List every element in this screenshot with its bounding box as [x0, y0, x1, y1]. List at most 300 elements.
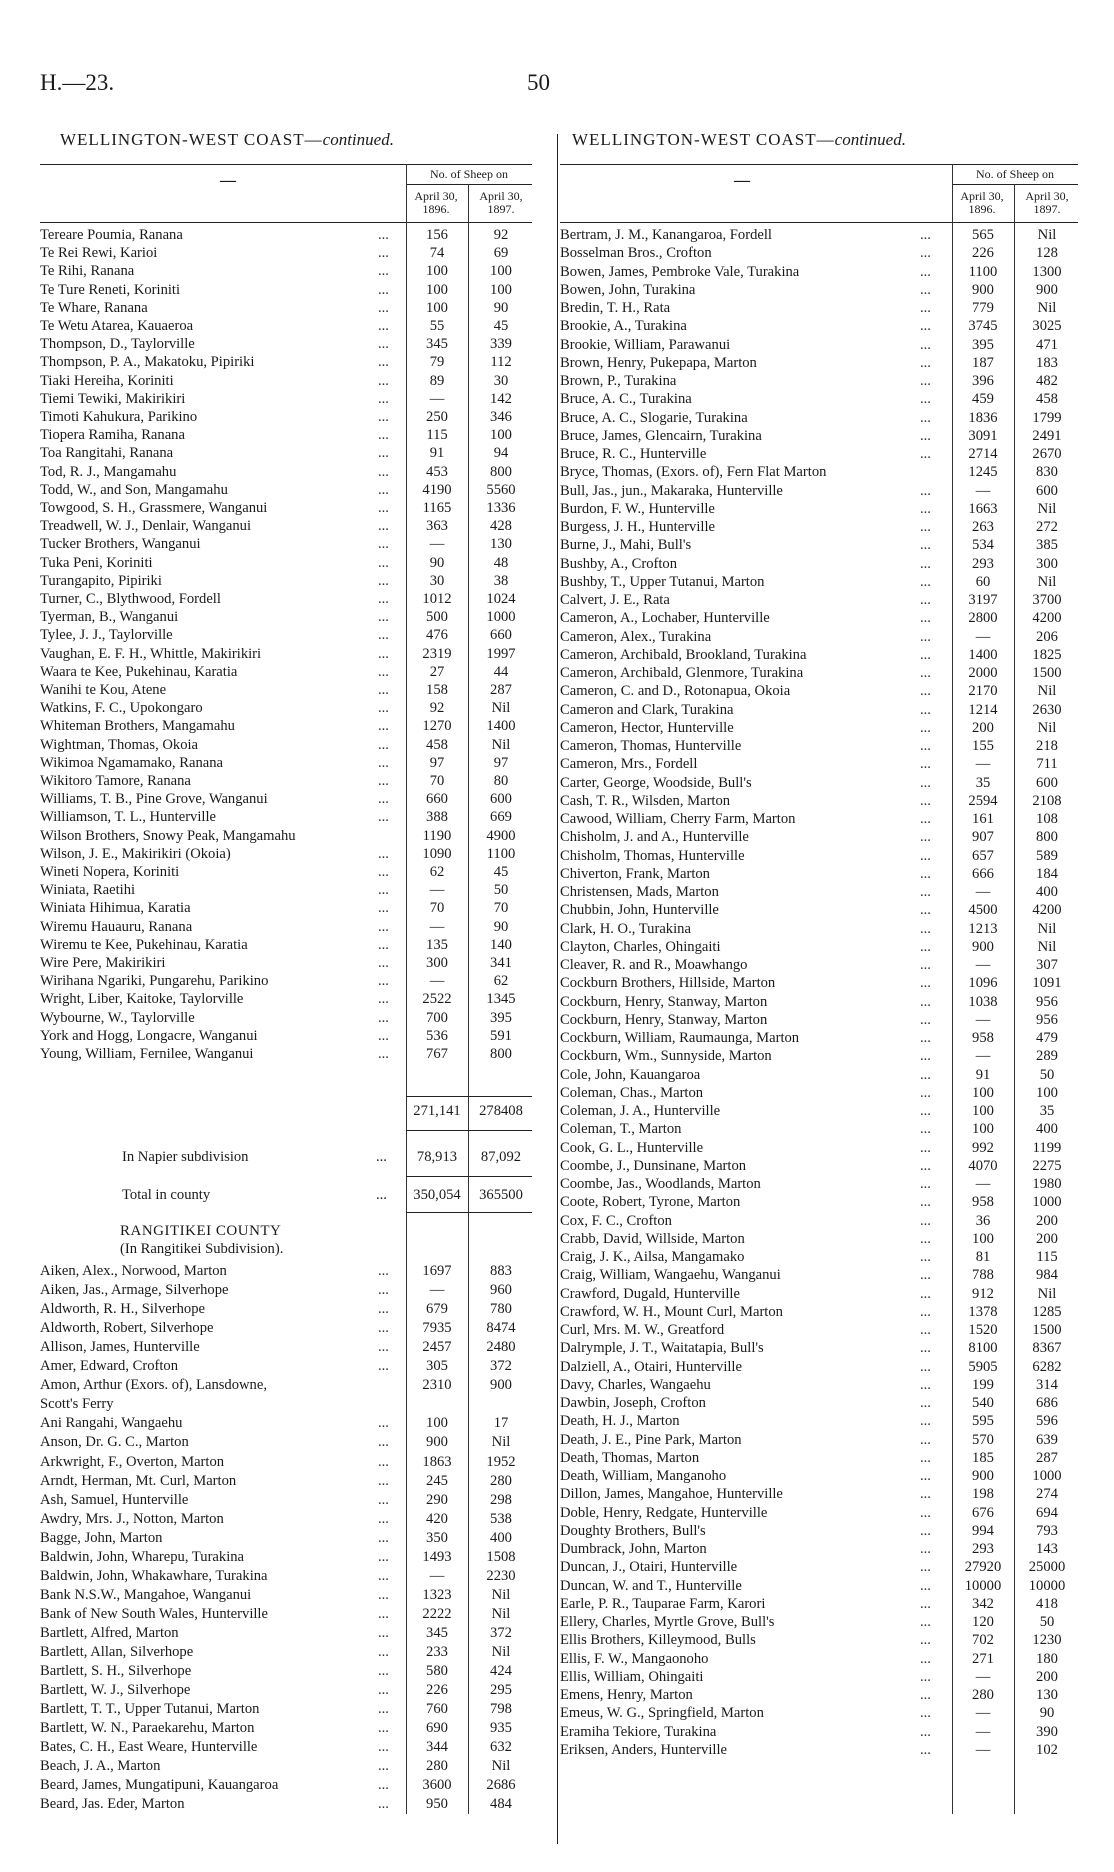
sheep-1897: 45	[493, 864, 509, 880]
leader-dots: ...	[378, 791, 389, 808]
table-row	[40, 1510, 534, 1528]
table-row	[40, 353, 534, 371]
leader-dots: ...	[378, 372, 389, 389]
sheep-1897: 1230	[1032, 1632, 1062, 1649]
leader-dots: ...	[378, 955, 389, 971]
owner-name: Treadwell, W. J., Denlair, Wanganui	[40, 518, 252, 535]
county-total-1897: 365500	[479, 1187, 523, 1203]
leader-dots: ...	[920, 1358, 931, 1375]
sheep-1896: 676	[972, 1504, 994, 1521]
leader-dots: ...	[920, 646, 931, 663]
owner-name: Wiremu te Kee, Pukehinau, Karatia	[40, 936, 248, 953]
sheep-1896: 62	[429, 864, 445, 880]
sheep-1896: 1836	[968, 409, 998, 426]
table-row	[40, 1045, 534, 1063]
owner-name: Tiemi Tewiki, Makirikiri	[40, 390, 186, 407]
table-row	[40, 1414, 534, 1432]
owner-name: Crabb, David, Willside, Marton	[560, 1230, 745, 1247]
owner-name: Bartlett, S. H., Silverhope	[40, 1663, 192, 1680]
sheep-1897: 128	[1036, 245, 1058, 262]
sheep-1897: 1000	[1032, 1194, 1062, 1211]
sheep-1897: 206	[1036, 628, 1058, 645]
table-row	[560, 336, 1080, 354]
leader-dots: ...	[920, 1103, 931, 1119]
sheep-1896: 91	[975, 1066, 991, 1083]
sheep-1896: 55	[429, 318, 445, 334]
table-row	[40, 1662, 534, 1680]
leader-dots: ...	[378, 536, 389, 553]
table-row	[560, 1212, 1080, 1230]
sheep-1897: 390	[1036, 1723, 1058, 1740]
owner-name: Tylee, J. J., Taylorville	[40, 627, 173, 644]
owner-name: Ellis, William, Ohingaiti	[560, 1668, 704, 1685]
county-total-1896: 350,054	[413, 1187, 461, 1203]
table-row	[560, 1650, 1080, 1668]
sheep-1897: 102	[1036, 1741, 1058, 1758]
sheep-1896: 2319	[422, 645, 452, 662]
table-row	[40, 1376, 534, 1394]
table-row	[560, 1540, 1080, 1558]
sheep-1896: 5905	[968, 1358, 998, 1375]
table-row	[560, 956, 1080, 974]
table-row	[40, 681, 534, 699]
table-row	[560, 463, 1080, 481]
table-row	[560, 1668, 1080, 1686]
owner-name: Whiteman Brothers, Mangamahu	[40, 718, 235, 735]
owner-name: Doble, Henry, Redgate, Hunterville	[560, 1504, 768, 1521]
leader-dots: ...	[920, 1322, 931, 1338]
leader-dots: ...	[920, 847, 931, 864]
sheep-1896: 290	[426, 1491, 448, 1508]
leader-dots: ...	[920, 1395, 931, 1411]
table-row	[40, 863, 534, 881]
sheep-1896: 135	[426, 936, 448, 953]
sheep-1897: Nil	[491, 736, 511, 753]
sheep-1896: 226	[426, 1682, 448, 1699]
sheep-1897: 341	[490, 955, 512, 971]
owner-name: Chisholm, Thomas, Hunterville	[560, 847, 745, 864]
sheep-1896: 1165	[422, 500, 452, 516]
sheep-1896: 788	[972, 1267, 994, 1284]
sheep-1897: Nil	[1037, 573, 1057, 590]
leader-dots: ...	[378, 682, 389, 698]
sheep-1897: 956	[1036, 1011, 1058, 1028]
table-row	[40, 936, 534, 954]
sheep-1897: 395	[490, 1009, 512, 1026]
table-row	[40, 226, 534, 244]
sheep-1897: 3700	[1032, 592, 1062, 608]
sheep-1897: 482	[1036, 373, 1058, 389]
owner-name: Bruce, James, Glencairn, Turakina	[560, 427, 762, 444]
table-row	[40, 317, 534, 335]
leader-dots: ...	[378, 882, 389, 899]
owner-name: Williamson, T. L., Hunterville	[40, 809, 216, 826]
owner-name: Awdry, Mrs. J., Notton, Marton	[40, 1510, 224, 1527]
sheep-1896: 679	[426, 1301, 448, 1318]
leader-dots: ...	[378, 299, 389, 316]
owner-name: Crawford, Dugald, Hunterville	[560, 1285, 740, 1302]
table-row	[560, 1157, 1080, 1175]
sheep-1896: 666	[972, 865, 994, 882]
sheep-1896: 1100	[968, 263, 998, 280]
sheep-1896: 90	[429, 554, 445, 571]
owner-name: Cameron and Clark, Turakina	[560, 701, 734, 718]
table-row	[560, 646, 1080, 664]
table-row	[560, 1631, 1080, 1649]
owner-name: Chiverton, Frank, Marton	[560, 865, 710, 882]
table-row	[560, 755, 1080, 773]
sheep-1897: 632	[490, 1739, 512, 1756]
owner-name: Bowen, James, Pembroke Vale, Turakina	[560, 263, 800, 280]
leader-dots: ...	[920, 1176, 931, 1192]
owner-name: Turner, C., Blythwood, Fordell	[40, 591, 221, 607]
leader-dots: ...	[378, 1415, 389, 1432]
sheep-1897: 1980	[1032, 1176, 1062, 1192]
owner-name: Brown, P., Turakina	[560, 373, 677, 389]
sheep-1897: Nil	[491, 700, 511, 717]
sheep-1896: 2714	[968, 446, 998, 462]
owner-name: Winiata Hihimua, Karatia	[40, 900, 191, 917]
leader-dots: ...	[378, 736, 389, 753]
owner-name: Bull, Jas., jun., Makaraka, Hunterville	[560, 482, 783, 499]
sheep-1896: 100	[426, 263, 448, 280]
sheep-1896: 161	[972, 811, 994, 827]
sheep-1896: 8100	[968, 1340, 998, 1357]
sheep-1897: 935	[490, 1720, 512, 1737]
sheep-1896: 293	[972, 1541, 994, 1557]
leader-dots: ...	[378, 627, 389, 644]
owner-name: Beard, James, Mungatipuni, Kauangaroa	[40, 1777, 279, 1794]
sheep-1896: 280	[426, 1758, 448, 1775]
sheep-1897: 1000	[1032, 1468, 1062, 1484]
owner-name: Wire Pere, Makirikiri	[40, 955, 166, 971]
sheep-1896: 250	[426, 409, 448, 425]
sheep-1896: 1863	[422, 1453, 452, 1470]
leader-dots: ...	[378, 1586, 389, 1603]
sheep-1897: Nil	[1037, 500, 1057, 517]
leader-dots: ...	[920, 1522, 931, 1539]
sheep-1897: 2480	[486, 1339, 516, 1356]
sheep-1896: 459	[972, 391, 994, 408]
owner-name: Duncan, J., Otairi, Hunterville	[560, 1559, 738, 1576]
table-row	[40, 481, 534, 499]
sheep-1897: 90	[1039, 1705, 1055, 1722]
sheep-1897: 798	[490, 1701, 512, 1718]
owner-name: Emeus, W. G., Springfield, Marton	[560, 1705, 764, 1722]
owner-name: Aiken, Alex., Norwood, Marton	[40, 1263, 227, 1279]
sheep-1896: 1697	[422, 1263, 452, 1279]
leader-dots: ...	[378, 973, 389, 990]
sheep-1896: 900	[972, 281, 994, 298]
owner-name: Bartlett, T. T., Upper Tutanui, Marton	[40, 1701, 260, 1718]
owner-name: Wiremu Hauauru, Ranana	[40, 918, 193, 935]
owner-name: Coombe, Jas., Woodlands, Marton	[560, 1176, 761, 1192]
sheep-1897: 218	[1036, 738, 1058, 754]
leader-dots: ...	[920, 610, 931, 627]
leader-dots: ...	[920, 227, 931, 243]
table-row	[560, 1139, 1080, 1157]
sheep-1897: 538	[490, 1510, 512, 1527]
leader-dots: ...	[920, 1559, 931, 1576]
owner-name: Towgood, S. H., Grassmere, Wanganui	[40, 500, 268, 516]
table-row	[560, 299, 1080, 317]
table-row	[560, 792, 1080, 810]
sheep-1897: 900	[490, 1377, 512, 1394]
table-row	[40, 335, 534, 353]
header-group-rule	[406, 184, 532, 185]
sheep-1896: 760	[426, 1701, 448, 1718]
sheep-1897: 639	[1036, 1431, 1058, 1448]
table-row	[40, 262, 534, 280]
owner-name: Duncan, W. and T., Hunterville	[560, 1577, 742, 1594]
owner-name: Amer, Edward, Crofton	[40, 1358, 179, 1375]
sheep-1896: 690	[426, 1720, 448, 1737]
sheep-1897: 2686	[486, 1777, 516, 1794]
table-row	[560, 628, 1080, 646]
sheep-1896: 1493	[422, 1548, 452, 1565]
sheep-1896: 27	[429, 663, 445, 680]
owner-name: Wilson, J. E., Makirikiri (Okoia)	[40, 845, 231, 862]
sheep-1896: 342	[972, 1595, 994, 1612]
table-row	[40, 990, 534, 1008]
table-row	[40, 918, 534, 936]
table-row	[560, 573, 1080, 591]
header-rule-top	[40, 164, 532, 165]
leader-dots: ...	[920, 537, 931, 554]
sheep-1896: —	[975, 1176, 991, 1192]
leader-dots: ...	[378, 991, 389, 1008]
sheep-1896: —	[975, 756, 991, 773]
owner-name: Turangapito, Pipiriki	[40, 572, 162, 589]
leader-dots: ...	[920, 1614, 931, 1630]
owner-name: Allison, James, Hunterville	[40, 1339, 200, 1356]
table-row	[40, 1338, 534, 1356]
table-row	[560, 993, 1080, 1011]
sheep-1896: 100	[426, 299, 448, 316]
owner-name: Coleman, T., Marton	[560, 1121, 682, 1138]
owner-name: Aldworth, R. H., Silverhope	[40, 1301, 205, 1318]
owner-name: Cockburn, Henry, Stanway, Marton	[560, 1011, 768, 1028]
table-row	[560, 1613, 1080, 1631]
leader-dots: ...	[920, 1449, 931, 1466]
owner-name: Burdon, F. W., Hunterville	[560, 500, 715, 517]
sheep-1897: Nil	[1037, 300, 1057, 316]
sheep-1897: 307	[1036, 957, 1058, 973]
table-row	[40, 572, 534, 590]
sheep-1897: 90	[493, 918, 509, 935]
owner-name: Wikitoro Tamore, Ranana	[40, 773, 191, 789]
sheep-1897: 2275	[1032, 1157, 1062, 1174]
owner-name: Tod, R. J., Mangamahu	[40, 463, 177, 480]
table-row	[40, 645, 534, 663]
owner-name: Aldworth, Robert, Silverhope	[40, 1320, 214, 1337]
sheep-1896: 595	[972, 1413, 994, 1430]
sheep-1897: 660	[490, 627, 512, 644]
leader-dots: ...	[378, 518, 389, 535]
sheep-1897: 115	[1036, 1249, 1058, 1265]
leader-dots: ...	[920, 1157, 931, 1174]
sheep-1897: 50	[1039, 1066, 1055, 1083]
leader-dots: ...	[378, 1339, 389, 1356]
table-row	[40, 1262, 534, 1280]
header-group-rule-right	[952, 184, 1078, 185]
owner-name: Craig, William, Wangaehu, Wanganui	[560, 1267, 781, 1284]
owner-name: Cleaver, R. and R., Moawhango	[560, 957, 748, 973]
sheep-1896: 702	[972, 1632, 994, 1649]
leader-dots: ...	[378, 263, 389, 280]
sheep-1896: 60	[975, 573, 991, 590]
sheep-1896: 580	[426, 1663, 448, 1680]
table-row	[560, 1449, 1080, 1467]
owner-name: Amon, Arthur (Exors. of), Lansdowne,	[40, 1377, 267, 1394]
document-reference: H.—23.	[40, 70, 115, 95]
owner-name: Aiken, Jas., Armage, Silverhope	[40, 1282, 229, 1299]
sheep-1896: —	[429, 973, 445, 990]
table-row	[560, 1193, 1080, 1211]
table-row	[560, 828, 1080, 846]
sheep-1897: 5560	[486, 481, 516, 498]
sheep-1897: 1400	[486, 718, 516, 735]
leader-dots: ...	[378, 354, 389, 371]
owner-name: Te Rei Rewi, Karioi	[40, 245, 158, 262]
sheep-1896: —	[429, 390, 445, 407]
owner-name: Wybourne, W., Taylorville	[40, 1009, 195, 1026]
leader-dots: ...	[378, 609, 389, 626]
leader-dots: ...	[378, 445, 389, 462]
table-row	[560, 1577, 1080, 1595]
sheep-1896: 476	[426, 627, 448, 644]
owner-name: Todd, W., and Son, Mangamahu	[40, 481, 228, 498]
sheep-1896: 100	[426, 281, 448, 298]
sheep-1897: 295	[490, 1682, 512, 1699]
sheep-1896: 185	[972, 1449, 994, 1466]
sheep-1897: 2491	[1032, 427, 1062, 444]
table-row	[560, 1066, 1080, 1084]
sheep-1896: 305	[426, 1358, 448, 1375]
owner-name: Tyerman, B., Wanganui	[40, 609, 179, 626]
table-row	[40, 1357, 534, 1375]
table-row	[560, 1285, 1080, 1303]
owner-name: Eriksen, Anders, Hunterville	[560, 1741, 727, 1758]
sheep-1896: 3091	[968, 427, 998, 444]
leader-dots: ...	[378, 1529, 389, 1546]
sheep-1896: 1378	[968, 1303, 998, 1320]
sheep-1896: —	[975, 482, 991, 499]
owner-name: Cox, F. C., Crofton	[560, 1212, 672, 1229]
sheep-1896: 10000	[964, 1577, 1002, 1594]
leader-dots: ...	[920, 1340, 931, 1357]
sheep-1896: 100	[426, 1415, 448, 1432]
sheep-1896: 2594	[968, 792, 998, 809]
sheep-1896: 1038	[968, 993, 998, 1010]
leader-dots: ...	[920, 1267, 931, 1284]
table-row	[560, 701, 1080, 719]
sheep-1897: 1000	[486, 609, 516, 626]
table-row	[40, 954, 534, 972]
sheep-1897: 6282	[1032, 1358, 1062, 1375]
table-row	[40, 1453, 534, 1471]
leader-dots: ...	[920, 1376, 931, 1393]
owner-name: Death, J. E., Pine Park, Marton	[560, 1431, 742, 1448]
leader-dots: ...	[378, 1624, 389, 1641]
sheep-1897: 984	[1036, 1267, 1058, 1284]
leader-dots: ...	[920, 1230, 931, 1247]
owner-name: Death, H. J., Marton	[560, 1413, 680, 1430]
sheep-1897: 274	[1036, 1486, 1058, 1503]
napier-1896: 78,913	[416, 1149, 458, 1165]
owner-name: Wikimoa Ngamamako, Ranana	[40, 754, 223, 771]
leader-dots: ...	[920, 482, 931, 499]
table-row	[560, 847, 1080, 865]
leader-dots: ...	[920, 1030, 931, 1046]
leader-dots: ...	[920, 1066, 931, 1083]
leader-dots: ...	[378, 936, 389, 953]
leader-dots: ...	[920, 957, 931, 973]
table-row	[40, 717, 534, 735]
table-row	[40, 790, 534, 808]
leader-dots: ...	[378, 754, 389, 771]
sheep-1896: 74	[429, 245, 445, 262]
leader-dots: ...	[920, 1194, 931, 1211]
leader-dots: ...	[920, 555, 931, 572]
leader-dots: ...	[920, 373, 931, 389]
sheep-1897: 400	[1036, 1121, 1058, 1138]
leader-dots: ...	[920, 1139, 931, 1156]
sheep-1897: 596	[1036, 1413, 1058, 1430]
sheep-1897: 17	[493, 1415, 509, 1432]
sheep-1896: 4500	[968, 902, 998, 919]
sheep-1897: 3025	[1032, 318, 1062, 335]
header-rule-bottom-right	[560, 222, 1078, 223]
sheep-1897: 130	[1036, 1687, 1058, 1703]
sheep-1896: —	[429, 918, 445, 935]
table-row	[560, 1339, 1080, 1357]
owner-name: Death, Thomas, Marton	[560, 1449, 700, 1466]
owner-name: Cameron, Archibald, Glenmore, Turakina	[560, 665, 804, 681]
table-row	[40, 244, 534, 262]
leader-dots: ...	[920, 811, 931, 827]
sheep-1896: 1400	[968, 646, 998, 663]
owner-name: Brookie, A., Turakina	[560, 318, 687, 335]
owner-name: Death, William, Manganoho	[560, 1468, 727, 1484]
owner-name: Cook, G. L., Hunterville	[560, 1139, 704, 1156]
leader-dots: ...	[378, 1548, 389, 1565]
table-row	[560, 1467, 1080, 1485]
sheep-1896: 1190	[422, 827, 452, 844]
owner-name: Tiopera Ramiha, Ranana	[40, 427, 185, 444]
table-row	[40, 881, 534, 899]
owner-name: Young, William, Fernilee, Wanganui	[40, 1046, 254, 1062]
leader-dots: ...	[378, 900, 389, 917]
leader-dots: ...	[378, 663, 389, 680]
stub-header-dash: —	[220, 172, 236, 189]
table-row	[40, 808, 534, 826]
sheep-1897: 1336	[486, 500, 516, 516]
owner-name: Cameron, Mrs., Fordell	[560, 756, 698, 773]
table-row	[560, 883, 1080, 901]
table-row	[40, 1738, 534, 1756]
leader-dots: ...	[920, 1541, 931, 1557]
table-row	[560, 1504, 1080, 1522]
owner-name: Brookie, William, Parawanui	[560, 336, 731, 353]
sheep-1897: 200	[1036, 1668, 1058, 1685]
owner-name: Te Whare, Ranana	[40, 299, 148, 316]
leader-dots: ...	[920, 1486, 931, 1503]
table-row	[40, 499, 534, 517]
owner-name: Coombe, J., Dunsinane, Marton	[560, 1157, 747, 1174]
sheep-1896: 453	[426, 463, 448, 480]
sheep-1897: 2108	[1032, 792, 1062, 809]
